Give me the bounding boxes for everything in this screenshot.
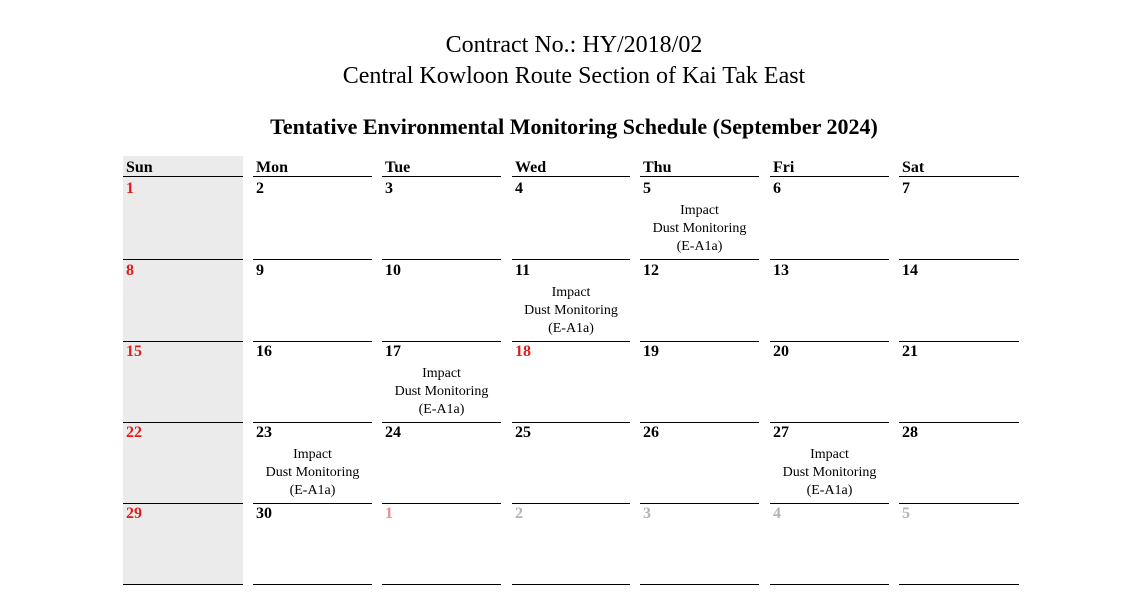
day-number: 11 xyxy=(515,262,531,279)
project-title: Central Kowloon Route Section of Kai Tak East xyxy=(342,63,806,89)
event-text-line3: (E-A1a) xyxy=(289,483,336,498)
day-cell xyxy=(770,422,889,504)
event-text-line1: Impact xyxy=(293,447,332,462)
day-cell xyxy=(382,260,501,342)
monitoring-event xyxy=(253,446,372,500)
day-number: 21 xyxy=(902,343,918,360)
day-cell xyxy=(512,178,630,260)
monitoring-event xyxy=(770,446,889,500)
monitoring-event xyxy=(512,284,630,338)
day-number: 6 xyxy=(773,180,781,197)
day-number: 23 xyxy=(256,424,272,441)
day-cell xyxy=(382,178,501,260)
day-number: 19 xyxy=(643,343,659,360)
day-cell xyxy=(123,503,243,585)
day-number: 14 xyxy=(902,262,918,279)
day-cell xyxy=(253,422,372,504)
day-cell xyxy=(640,422,759,504)
day-cell xyxy=(123,178,243,260)
day-cell xyxy=(640,260,759,342)
day-number: 4 xyxy=(773,505,781,522)
day-number: 26 xyxy=(643,424,659,441)
day-number: 5 xyxy=(643,180,651,197)
event-text-line3: (E-A1a) xyxy=(806,483,853,498)
monitoring-event xyxy=(382,365,501,419)
day-number: 22 xyxy=(126,424,142,441)
day-number: 24 xyxy=(385,424,401,441)
day-cell xyxy=(899,422,1019,504)
day-number: 15 xyxy=(126,343,142,360)
day-number: 1 xyxy=(126,180,134,197)
day-cell xyxy=(123,341,243,423)
day-number: 3 xyxy=(385,180,393,197)
day-cell xyxy=(512,341,630,423)
day-cell xyxy=(770,503,889,585)
event-text-line2: Dust Monitoring xyxy=(524,303,618,318)
day-cell xyxy=(123,422,243,504)
day-cell xyxy=(382,422,501,504)
weekday-header-wed: Wed xyxy=(512,158,630,177)
day-cell xyxy=(253,178,372,260)
day-cell xyxy=(512,422,630,504)
day-number: 12 xyxy=(643,262,659,279)
day-cell xyxy=(770,341,889,423)
event-text-line3: (E-A1a) xyxy=(418,402,465,417)
event-text-line3: (E-A1a) xyxy=(676,239,723,254)
day-number: 10 xyxy=(385,262,401,279)
day-number: 20 xyxy=(773,343,789,360)
event-text-line2: Dust Monitoring xyxy=(394,384,489,399)
day-cell xyxy=(123,260,243,342)
day-number: 7 xyxy=(902,180,910,197)
monitoring-event xyxy=(640,202,759,256)
day-number: 17 xyxy=(385,343,401,360)
weekday-header-fri: Fri xyxy=(770,158,889,177)
event-text-line1: Impact xyxy=(551,285,591,300)
day-cell xyxy=(899,341,1019,423)
day-number: 9 xyxy=(256,262,264,279)
event-text-line2: Dust Monitoring xyxy=(782,465,877,480)
day-number: 8 xyxy=(126,262,134,279)
day-cell xyxy=(382,341,501,423)
event-text-line1: Impact xyxy=(810,447,849,462)
day-number: 29 xyxy=(126,505,142,522)
weekday-header-sat: Sat xyxy=(899,158,1019,177)
day-cell xyxy=(899,178,1019,260)
event-text-line2: Dust Monitoring xyxy=(265,465,360,480)
day-number: 2 xyxy=(256,180,264,197)
day-number: 13 xyxy=(773,262,789,279)
event-text-line2: Dust Monitoring xyxy=(652,221,747,236)
day-number: 30 xyxy=(256,505,272,522)
day-cell xyxy=(770,178,889,260)
day-number: 1 xyxy=(385,505,393,522)
day-number: 28 xyxy=(902,424,918,441)
day-cell xyxy=(899,260,1019,342)
weekday-header-thu: Thu xyxy=(640,158,759,177)
day-number: 4 xyxy=(515,180,523,197)
day-number: 25 xyxy=(515,424,531,441)
day-number: 16 xyxy=(256,343,272,360)
day-number: 5 xyxy=(902,505,910,522)
weekday-header-sun: Sun xyxy=(123,158,243,177)
day-cell xyxy=(382,503,501,585)
day-cell xyxy=(512,503,630,585)
day-cell xyxy=(899,503,1019,585)
event-text-line3: (E-A1a) xyxy=(548,321,594,336)
day-number: 18 xyxy=(515,343,531,360)
day-cell xyxy=(253,260,372,342)
event-text-line1: Impact xyxy=(680,203,719,218)
day-number: 27 xyxy=(773,424,789,441)
day-cell xyxy=(512,260,630,342)
weekday-header-tue: Tue xyxy=(382,158,501,177)
day-cell xyxy=(640,503,759,585)
weekday-header-mon: Mon xyxy=(253,158,372,177)
day-cell xyxy=(253,341,372,423)
day-cell xyxy=(640,341,759,423)
day-cell xyxy=(253,503,372,585)
event-text-line1: Impact xyxy=(422,366,461,381)
schedule-title: Tentative Environmental Monitoring Schedule (September 2024) xyxy=(270,114,878,139)
contract-number: Contract No.: HY/2018/02 xyxy=(445,32,703,58)
day-cell xyxy=(770,260,889,342)
day-cell xyxy=(640,178,759,260)
day-number: 2 xyxy=(515,505,523,522)
day-number: 3 xyxy=(643,505,651,522)
